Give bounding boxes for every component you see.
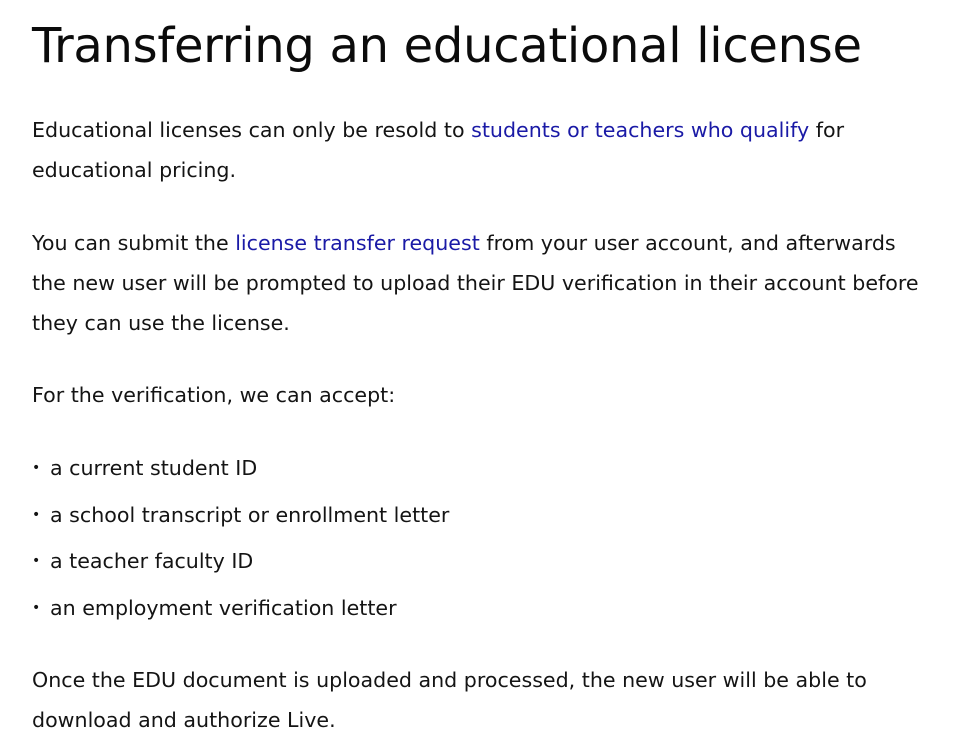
list-item [32, 495, 449, 542]
list-item [32, 588, 449, 635]
list-item [32, 448, 449, 495]
paragraph-verification-intro: For the verification, we can accept: [32, 383, 396, 407]
paragraph-transfer-request [32, 223, 932, 343]
paragraph-eligibility [32, 110, 852, 190]
bullet-icon: • [32, 553, 41, 569]
list-item-text: an employment verification letter [50, 595, 397, 620]
paragraph-eligibility-text-before: Educational licenses can only be resold to [32, 118, 472, 142]
paragraph-eligibility-text-after: for educational pricing. [32, 118, 845, 182]
bullet-icon: • [32, 460, 41, 476]
paragraph-transfer-text-before: You can submit the [32, 231, 236, 255]
list-item [32, 541, 449, 588]
list-item-text: a current student ID [50, 456, 258, 480]
list-item-text: a school transcript or enrollment letter [50, 502, 450, 527]
students-teachers-qualify-link[interactable]: students or teachers who qualify [471, 118, 810, 142]
verification-list [32, 448, 449, 634]
paragraph-after-upload: Once the EDU document is uploaded and processed, the new user will be able to download and authorize Live. [32, 668, 867, 732]
bullet-icon: • [32, 506, 41, 523]
page-title: Transferring an educational license [32, 18, 862, 74]
license-transfer-request-link[interactable]: license transfer request [235, 231, 480, 255]
paragraph-transfer-text-after: from your user account, and afterwards the new user will be prompted to upload their EDU verification in their account before they can use the license. [32, 231, 919, 335]
list-item-text: a teacher faculty ID [50, 549, 254, 573]
bullet-icon: • [32, 599, 41, 616]
